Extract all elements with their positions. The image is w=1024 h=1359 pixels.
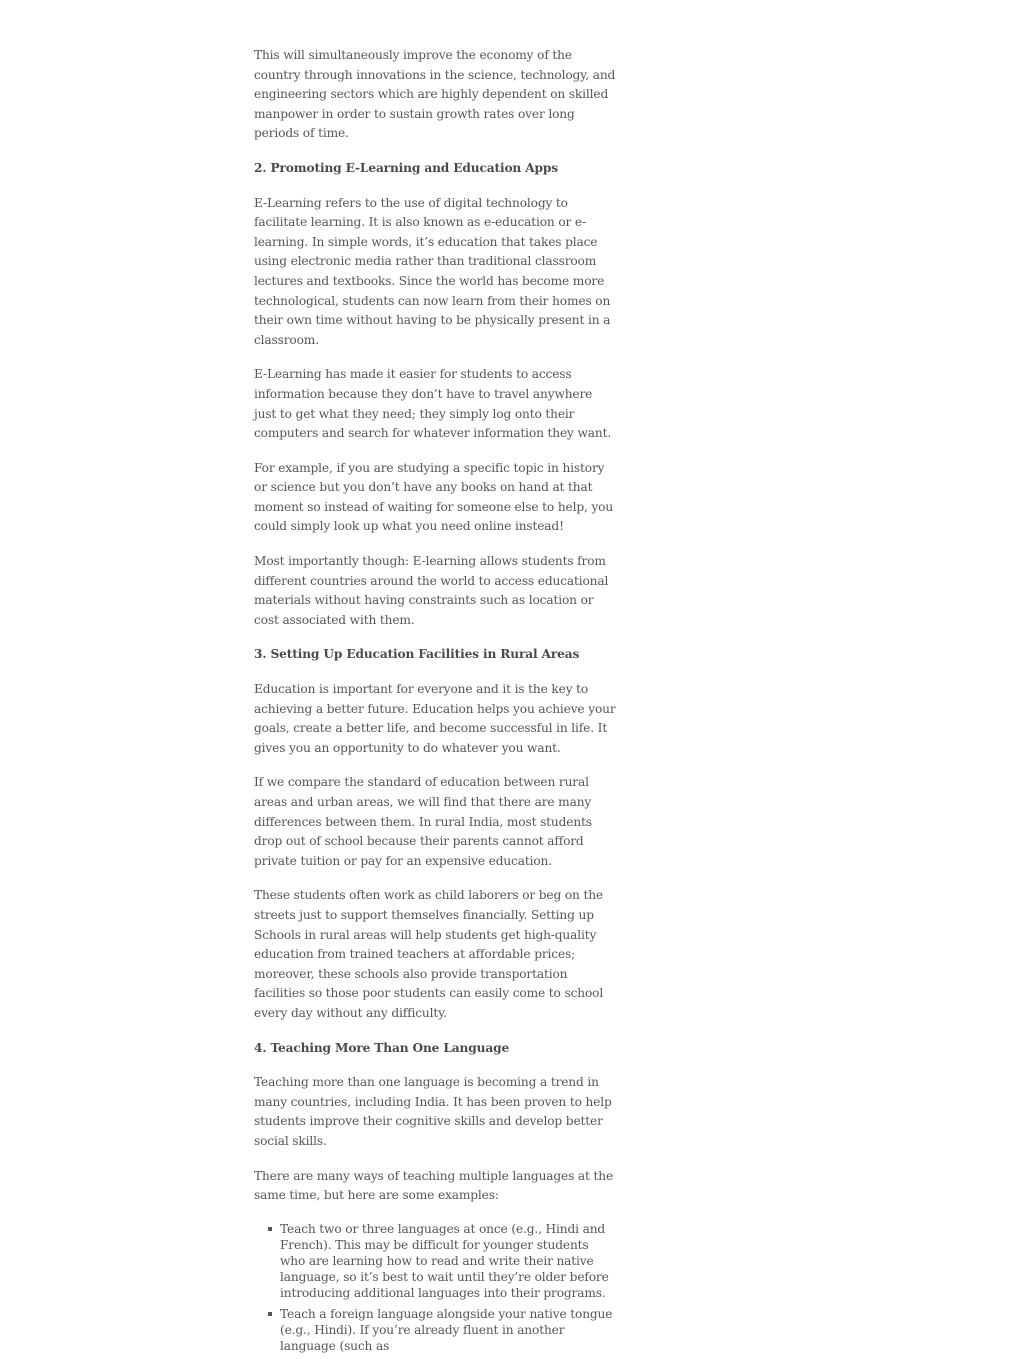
- intro-paragraph: This will simultaneously improve the economy of the country through innovations in the science, technology, and engineering sectors which are highly dependent on skilled manpower in order to sustain growth rates over long periods of time.: [254, 48, 616, 141]
- paragraph: E-Learning has made it easier for students to access information because they don’t have to travel anywhere just to get what they need; they simply log onto their computers and search for whatever information they want.: [254, 367, 612, 441]
- paragraph: There are many ways of teaching multiple languages at the same time, but here are some examples:: [254, 1168, 614, 1203]
- paragraph: Teaching more than one language is becoming a trend in many countries, including India. It has been proven to help students improve their cognitive skills and develop better social skills.: [254, 1075, 612, 1148]
- paragraph: If we compare the standard of education between rural areas and urban areas, we will find that there are many differences between them. In rural India, most students drop out of school because their parents cannot afford private tuition or pay for an expensive education.: [254, 775, 592, 868]
- square-bullet-icon: [268, 1227, 272, 1231]
- section-heading-e-learning: 2. Promoting E-Learning and Education Apps: [254, 160, 558, 175]
- paragraph: Most importantly though: E-learning allows students from different countries around the world to access educational materials without having constraints such as location or cost associated with them.: [254, 554, 609, 627]
- list-item-text: Teach a foreign language alongside your native tongue (e.g., Hindi). If you’re already fluent in another language (such as: [280, 1306, 613, 1353]
- article-body: [254, 46, 616, 1359]
- list-item: [280, 1221, 616, 1301]
- list-item: [280, 1306, 616, 1354]
- paragraph: E-Learning refers to the use of digital technology to facilitate learning. It is also known as e-education or e-learning. In simple words, it’s education that takes place using electronic media rather than traditional classroom lectures and textbooks. Since the world has become more technological, students can now learn from their homes on their own time without having to be physically present in a classroom.: [254, 195, 611, 347]
- section-heading-languages: 4. Teaching More Than One Language: [254, 1040, 510, 1055]
- square-bullet-icon: [268, 1312, 272, 1316]
- section-heading-rural-education: 3. Setting Up Education Facilities in Rural Areas: [254, 647, 580, 662]
- bullet-list: [254, 1221, 616, 1354]
- paragraph: Education is important for everyone and it is the key to achieving a better future. Education helps you achieve your goals, create a better life, and become successful in life. It gives you an opportunity to do whatever you want.: [254, 682, 616, 755]
- paragraph: These students often work as child laborers or beg on the streets just to support themselves financially. Setting up Schools in rural areas will help students get high-quality education from trained teachers at affordable prices; moreover, these schools also provide transportation facilities so those poor students can easily come to school every day without any difficulty.: [254, 888, 604, 1020]
- list-item-text: Teach two or three languages at once (e.g., Hindi and French). This may be difficult for younger students who are learning how to read and write their native language, so it’s best to wait until they’re older before introducing additional languages into their programs.: [280, 1221, 609, 1300]
- paragraph: For example, if you are studying a specific topic in history or science but you don’t have any books on hand at that moment so instead of waiting for someone else to help, you could simply look up what you need online instead!: [254, 460, 614, 534]
